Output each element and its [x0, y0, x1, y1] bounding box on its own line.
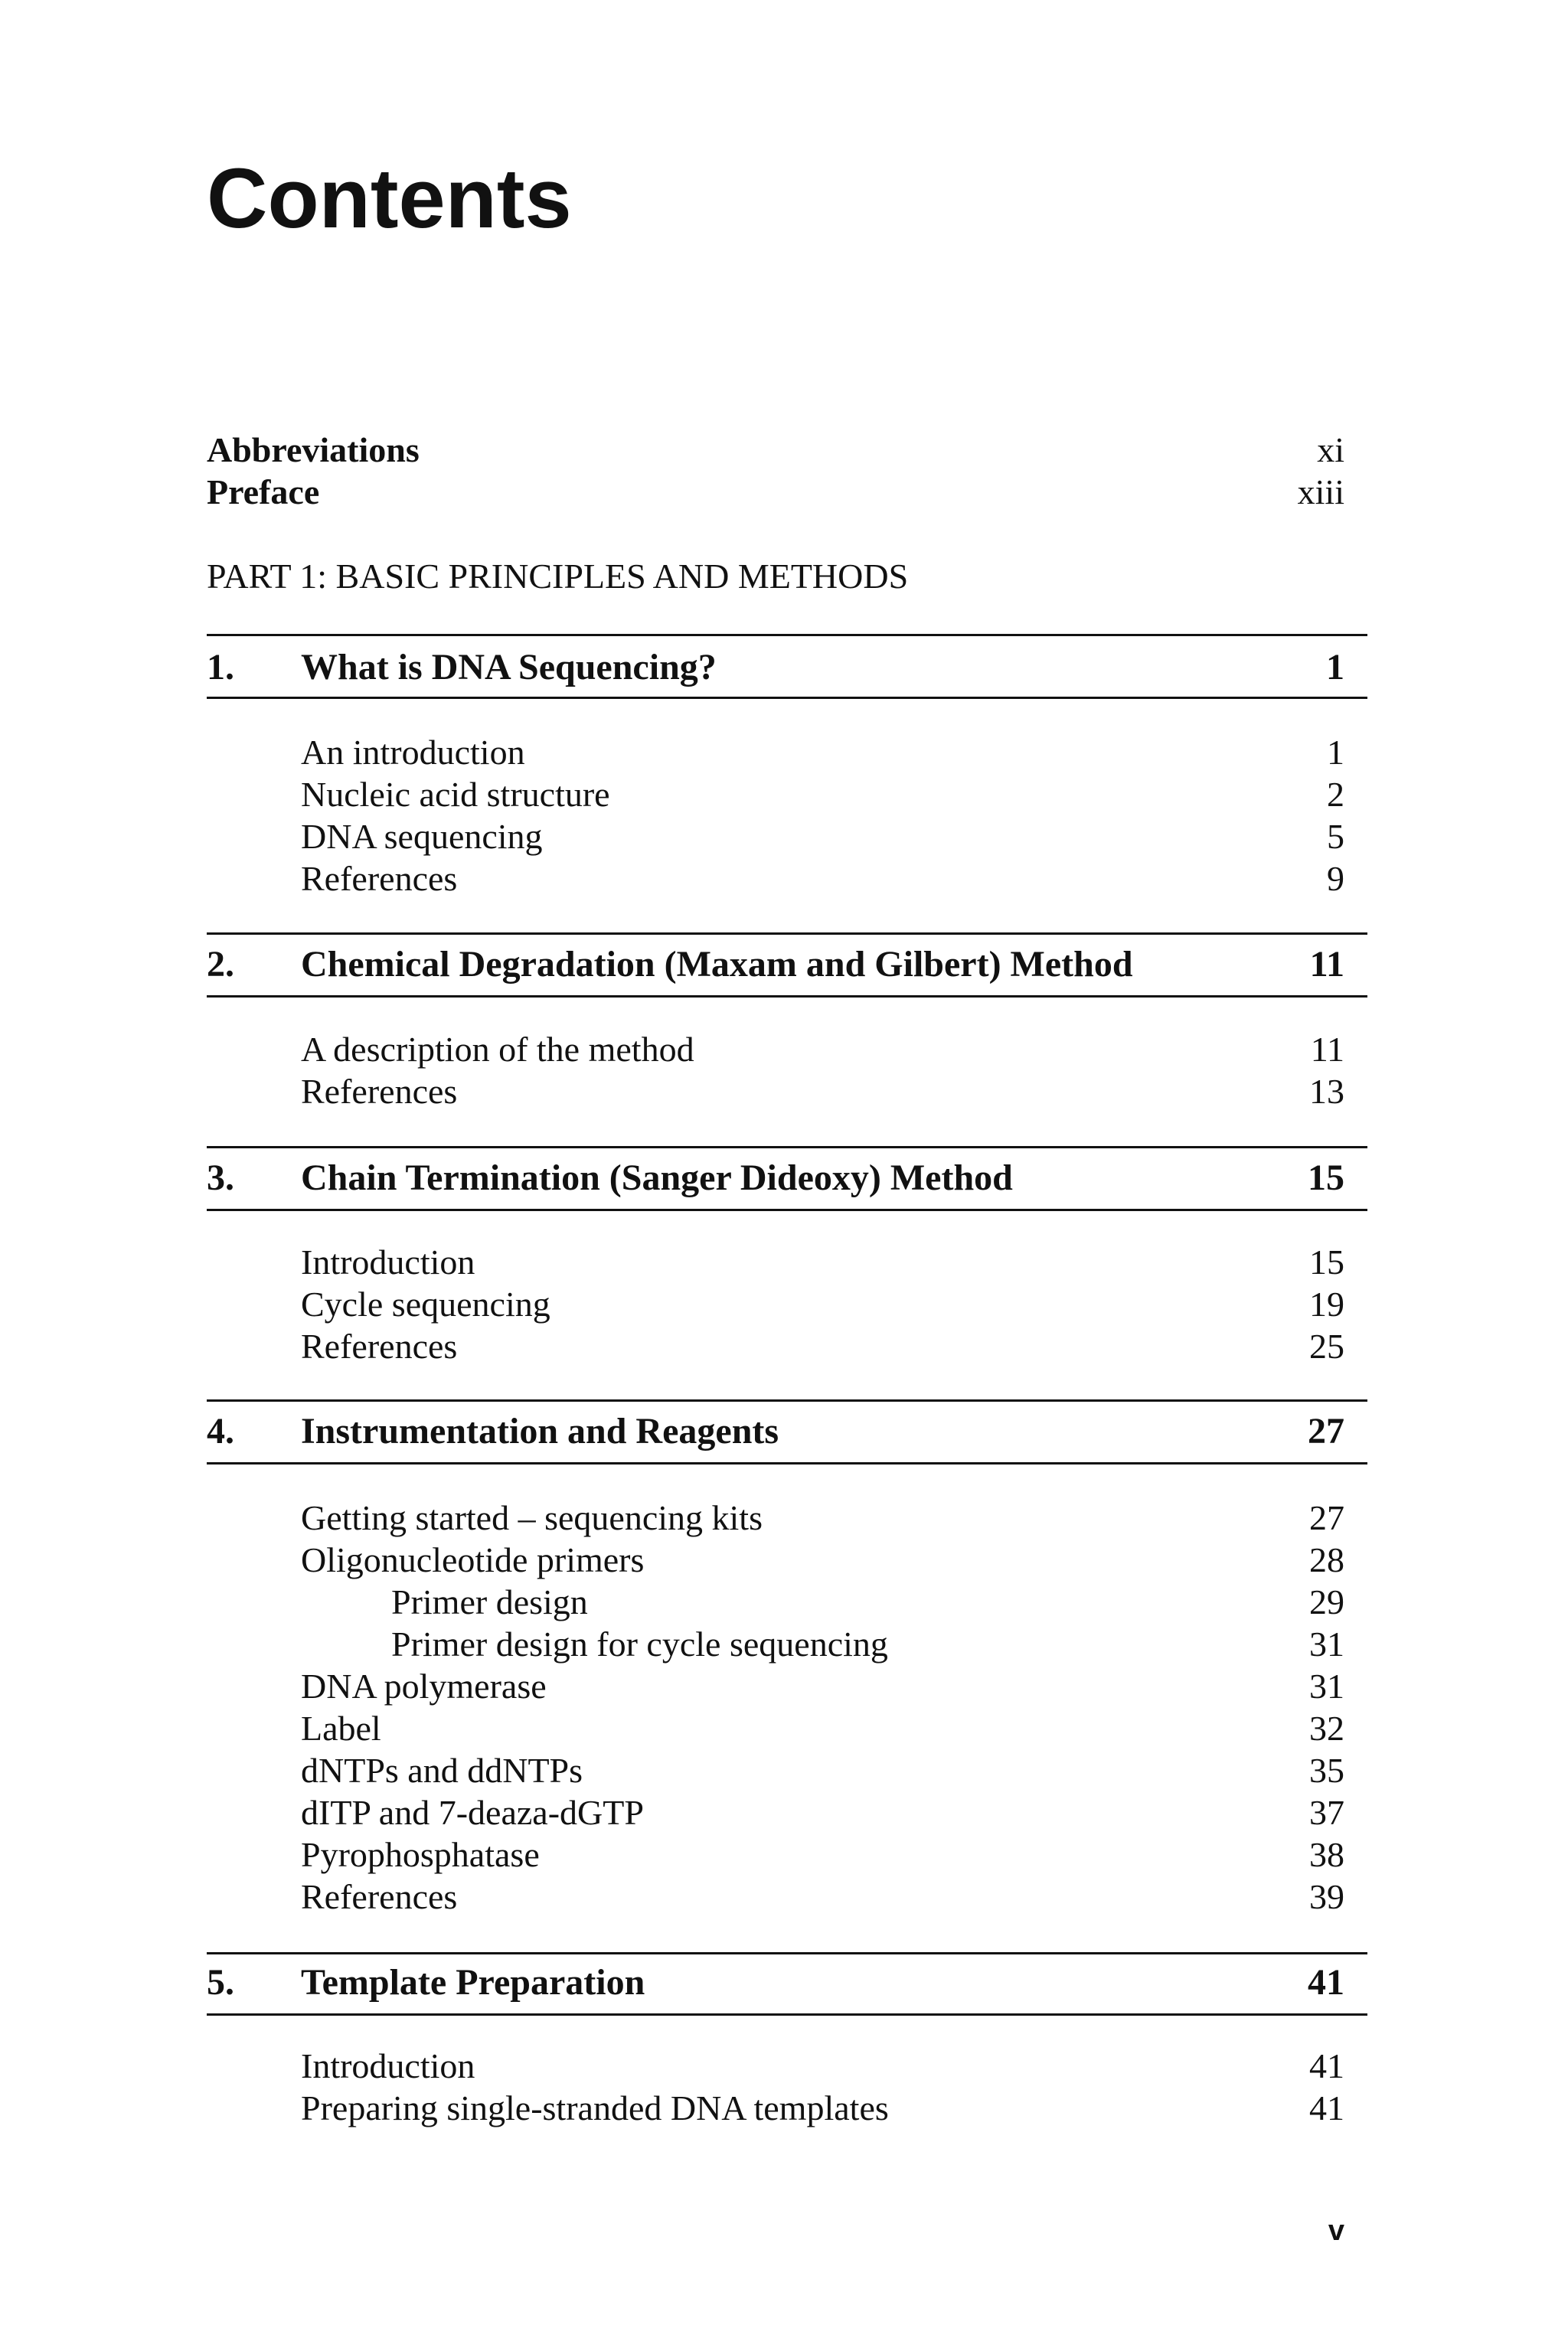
- toc-entry: [301, 1837, 1344, 1873]
- toc-page-number: 31: [1309, 1667, 1344, 1706]
- toc-label: Abbreviations: [207, 430, 420, 469]
- toc-label: DNA sequencing: [301, 817, 543, 856]
- toc-page-number: xiii: [1297, 472, 1344, 511]
- toc-page-number: 31: [1309, 1624, 1344, 1664]
- toc-page-number: 25: [1309, 1327, 1344, 1366]
- toc-label: References: [301, 1327, 458, 1366]
- chapter-rule-bottom: [207, 995, 1367, 998]
- chapter-page-number: 15: [1308, 1158, 1344, 1198]
- chapter-title: Chemical Degradation (Maxam and Gilbert) Method: [301, 944, 1133, 984]
- toc-entry: [301, 1242, 1344, 1282]
- toc-label: References: [301, 859, 458, 898]
- toc-label: Pyrophosphatase: [301, 1835, 540, 1874]
- toc-label: References: [301, 1072, 458, 1111]
- toc-label: References: [301, 1877, 458, 1916]
- toc-label: Introduction: [301, 2046, 475, 2085]
- chapter-number: 5.: [207, 1962, 234, 2003]
- toc-entry: [301, 1540, 1344, 1579]
- toc-label: Introduction: [301, 1242, 475, 1282]
- chapter-title: Instrumentation and Reagents: [301, 1411, 779, 1451]
- chapter-rule-bottom: [207, 1209, 1367, 1211]
- chapter-number: 3.: [207, 1158, 234, 1198]
- chapter-page-number: 41: [1308, 1962, 1344, 2003]
- toc-page-number: 41: [1309, 2088, 1344, 2127]
- toc-entry: [301, 2088, 1344, 2127]
- chapter-page-number: 27: [1308, 1411, 1344, 1451]
- chapter-title: Template Preparation: [301, 1962, 645, 2003]
- toc-entry: [301, 1500, 1344, 1536]
- toc-entry: [301, 1711, 1344, 1746]
- chapter-number: 4.: [207, 1411, 234, 1451]
- toc-entry: [301, 1669, 1344, 1704]
- toc-entry: [301, 1287, 1344, 1322]
- page-folio: v: [1328, 2215, 1344, 2247]
- toc-entry: [301, 1329, 1344, 1364]
- toc-entry: [301, 819, 1344, 854]
- toc-page-number: 41: [1309, 2046, 1344, 2085]
- toc-front-abbreviations: [207, 430, 1344, 469]
- toc-page-number: 28: [1309, 1540, 1344, 1579]
- toc-subentry: [391, 1582, 1344, 1621]
- toc-page-number: 5: [1327, 817, 1344, 856]
- toc-label: Preface: [207, 472, 320, 511]
- toc-entry: [301, 735, 1344, 770]
- toc-label: Cycle sequencing: [301, 1285, 550, 1324]
- toc-page-number: 19: [1309, 1285, 1344, 1324]
- chapter-number: 1.: [207, 647, 234, 687]
- toc-label: Nucleic acid structure: [301, 775, 610, 814]
- toc-page-number: 9: [1327, 859, 1344, 898]
- toc-page-number: 35: [1309, 1751, 1344, 1790]
- chapter-page-number: 1: [1326, 647, 1344, 687]
- chapter-title: Chain Termination (Sanger Dideoxy) Method: [301, 1158, 1013, 1198]
- toc-page-number: 32: [1309, 1709, 1344, 1748]
- toc-page-number: 15: [1309, 1242, 1344, 1282]
- toc-page-number: xi: [1317, 430, 1344, 469]
- toc-entry: [301, 1032, 1344, 1067]
- toc-page-number: 2: [1327, 775, 1344, 814]
- toc-label: Getting started – sequencing kits: [301, 1498, 763, 1537]
- toc-page-number: 1: [1327, 733, 1344, 772]
- chapter-rule-top: [207, 1399, 1367, 1402]
- toc-entry: [301, 1795, 1344, 1830]
- toc-label: dNTPs and ddNTPs: [301, 1751, 583, 1790]
- page-title: Contents: [207, 152, 572, 246]
- toc-label: Oligonucleotide primers: [301, 1540, 645, 1579]
- toc-page-number: 13: [1309, 1072, 1344, 1111]
- toc-label: A description of the method: [301, 1030, 694, 1069]
- toc-page-number: 37: [1309, 1793, 1344, 1832]
- toc-label: Primer design: [391, 1582, 588, 1621]
- toc-entry: [301, 1753, 1344, 1788]
- toc-label: DNA polymerase: [301, 1667, 547, 1706]
- toc-entry: [301, 1074, 1344, 1109]
- toc-page-number: 38: [1309, 1835, 1344, 1874]
- toc-entry: [301, 1879, 1344, 1915]
- toc-label: dITP and 7-deaza-dGTP: [301, 1793, 644, 1832]
- toc-front-preface: [207, 472, 1344, 511]
- toc-label: Preparing single-stranded DNA templates: [301, 2088, 889, 2127]
- toc-page-number: 29: [1309, 1582, 1344, 1621]
- toc-subentry: [391, 1624, 1344, 1664]
- toc-label: An introduction: [301, 733, 525, 772]
- toc-page-number: 27: [1309, 1498, 1344, 1537]
- chapter-rule-top: [207, 634, 1367, 636]
- part-heading: PART 1: BASIC PRINCIPLES AND METHODS: [207, 557, 909, 596]
- chapter-rule-top: [207, 1146, 1367, 1148]
- toc-page-number: 39: [1309, 1877, 1344, 1916]
- chapter-title: What is DNA Sequencing?: [301, 647, 717, 687]
- chapter-rule-top: [207, 932, 1367, 935]
- toc-entry: [301, 861, 1344, 896]
- chapter-rule-bottom: [207, 2013, 1367, 2016]
- chapter-rule-top: [207, 1952, 1367, 1954]
- toc-entry: [301, 2046, 1344, 2085]
- toc-entry: [301, 777, 1344, 812]
- toc-label: Primer design for cycle sequencing: [391, 1624, 888, 1664]
- chapter-rule-bottom: [207, 697, 1367, 699]
- chapter-rule-bottom: [207, 1462, 1367, 1464]
- chapter-page-number: 11: [1309, 944, 1344, 984]
- toc-label: Label: [301, 1709, 381, 1748]
- toc-page-number: 11: [1310, 1030, 1344, 1069]
- chapter-number: 2.: [207, 944, 234, 984]
